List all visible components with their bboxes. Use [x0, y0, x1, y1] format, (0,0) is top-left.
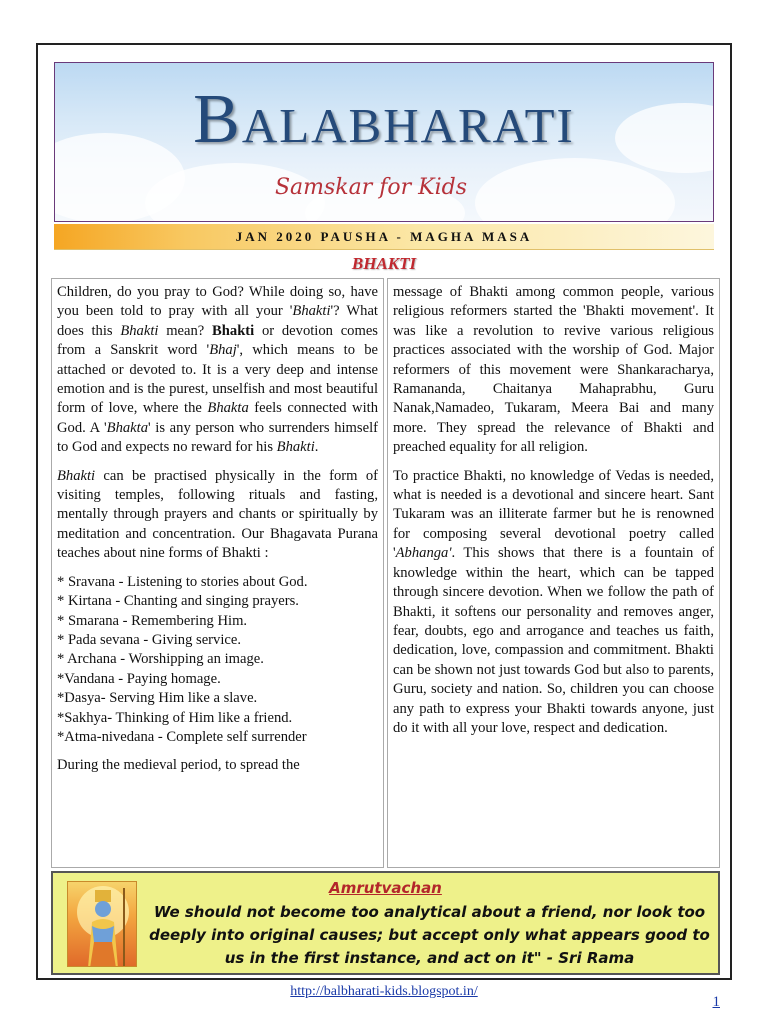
masthead-subtitle: Samskar for Kids [274, 175, 467, 200]
list-item: *Atma-nivedana - Complete self surrender [57, 728, 307, 745]
list-item: *Sakhya- Thinking of Him like a friend. [57, 709, 293, 726]
page-number: 1 [712, 994, 720, 1010]
article-paragraph: During the medieval period, to spread the [57, 757, 300, 774]
article-column-right [387, 278, 720, 868]
quote-text: We should not become too analytical about a friend, nor look too deeply into original causes; but accept only what appears good to us in the first instance, and act on it" - Sri Rama [149, 903, 710, 967]
issue-dateline: JAN 2020 PAUSHA - MAGHA MASA [54, 224, 714, 250]
list-item: *Dasya- Serving Him like a slave. [57, 690, 258, 707]
list-item: * Sravana - Listening to stories about God. [57, 573, 308, 590]
masthead-banner [54, 62, 714, 222]
article-paragraph: To practice Bhakti, no knowledge of Vedas is needed, what is needed is a devotional and sincere heart. Sant Tukaram was an illiterate farmer but he is renowned for composing several devotional poetry called 'Abhanga'. This shows that there is a fountain of knowledge within the heart, which can be tapped through sincere devotion. When we follow the path of Bhakti, it softens our personality and removes anger, fear, doubts, ego and arrogance and teaches us faith, dedication, love, compassion and commitment. Bhakti can be shown not just towards God but also to parents, Guru, society and nation. So, children you can choose any path to express your Bhakti towards anyone, just do it with all your love, respect and dedication. [393, 467, 714, 736]
article-column-left [51, 278, 384, 868]
article-title: BHAKTI [351, 254, 417, 273]
article-paragraph: Bhakti can be practised physically in the form of visiting temples, following rituals and fasting, mentally through prayers and chants or spiritually by meditation and concentration. Our Bhagavata Purana teaches about nine forms of Bhakti : [57, 467, 378, 562]
masthead-title: Balabharati [193, 81, 575, 158]
blog-link[interactable]: http://balbharati-kids.blogspot.in/ [290, 984, 478, 999]
list-item: * Archana - Worshipping an image. [57, 651, 264, 668]
article-paragraph: Children, do you pray to God? While doing so, have you been told to pray with all your 'Bhakti'? What does this Bhakti mean? Bhakti or devotion comes from a Sanskrit word 'Bhaj', which means to be attached or devoted to. It is a very deep and intense emotion and is the purest, unselfish and most beautiful form of love, where the Bhakta feels connected with God. A 'Bhakta' is any person who surrenders himself to God and expects no reward for his Bhakti. [57, 284, 378, 456]
article-paragraph: message of Bhakti among common people, various religious reformers started the 'Bhakti movement'. It was like a revolution to revive various religious practices associated with the worship of God. Major reformers of this movement were Shankaracharya, Ramananda, Chaitanya Mahaprabhu, Guru Nanak,Namadeo, Tukaram, Meera Bai and many more. They spread the relevance of Bhakti and preached equality for all religion. [393, 284, 714, 456]
list-item: * Kirtana - Chanting and singing prayers. [57, 593, 299, 610]
list-item: * Pada sevana - Giving service. [57, 631, 241, 648]
list-item: *Vandana - Paying homage. [57, 670, 221, 687]
quote-box [51, 871, 720, 975]
quote-heading: Amrutvachan [329, 879, 442, 897]
bhakti-forms-list [57, 573, 378, 748]
list-item: * Smarana - Remembering Him. [57, 612, 248, 629]
